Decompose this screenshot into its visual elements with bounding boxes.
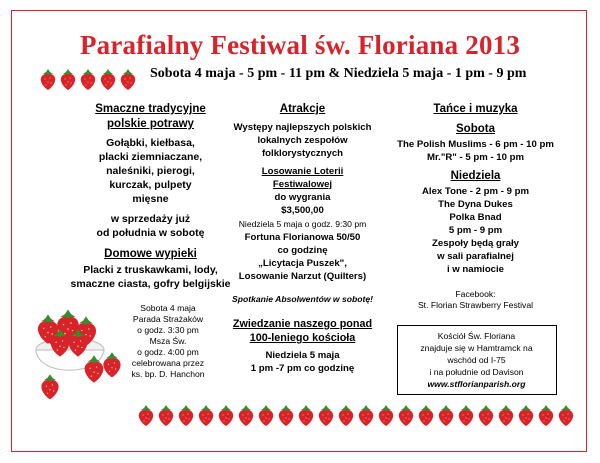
church-website-link[interactable]: www.stflorianparish.org [427,379,526,389]
strawberry-row-bottom-decoration [138,405,588,427]
church-line: wschód od I-75 [447,355,506,365]
strawberry-bowl-illustration [30,305,125,400]
pastry-heading: Domowe wypieki [104,248,197,260]
food-heading-line1: Smaczne tradycyjne [95,103,206,115]
lottery-heading: Losowanie Loterii [261,166,344,177]
sunday-act: Zespoły będą grały [432,238,519,249]
church-line: Kościół Św. Floriana [437,331,516,341]
bands-line: lokalnych zespołów [257,135,348,146]
tour-line: Niedziela 5 maja [265,350,340,361]
lottery-line: do wygrania [274,192,331,203]
lottery-heading: Festiwalowej [272,179,333,190]
schedule-line: ks. bp. D. Hanchon [131,369,205,379]
facebook-label: Facebook: [455,289,496,299]
sunday-act: w sali parafialnej [437,251,514,262]
saturday-act: Mr."R" - 5 pm - 10 pm [426,152,525,163]
sunday-act: The Dyna Dukes [438,199,513,210]
sunday-act: 5 pm - 9 pm [448,225,503,236]
facebook-page: St. Florian Strawberry Festival [417,300,534,310]
food-item: Gołąbki, kiełbasa, [106,137,195,149]
music-heading: Tańce i muzyka [433,103,518,115]
church-location-box [397,325,557,395]
sunday-act: Alex Tone - 2 pm - 9 pm [422,186,529,197]
lottery-time: Niedziela 5 maja o godz. 9:30 pm [238,219,367,229]
fortuna-line: Fortuna Florianowa 50/50 [244,232,361,243]
bands-line: Występy najlepszych polskich [233,122,372,133]
schedule-line: celebrowana przez [131,358,205,368]
food-item: naleśniki, pierogi, [106,165,195,177]
schedule-line: o godz. 3:30 pm [137,325,199,335]
food-item: kurczak, pulpety [109,179,192,191]
food-item: mięsne [132,193,169,205]
fortuna-line: Losowanie Narzut (Quilters) [238,271,367,282]
saturday-act: The Polish Muslims - 6 pm - 10 pm [397,139,554,150]
schedule-line: Parada Strażaków [132,314,204,324]
pastry-line: Placki z truskawkami, lody, [83,264,218,276]
attractions-heading: Atrakcje [279,103,326,115]
festival-dates: Sobota 4 maja - 5 pm - 11 pm & Niedziela 5 maja - 1 pm - 9 pm [150,66,527,81]
alumni-note: Spotkanie Absolwentów w sobotę! [231,294,373,304]
pastry-line: smaczne ciasta, gofry belgijskie [70,278,231,290]
church-line: i na południe od Davison [429,367,524,377]
fortuna-line: „Licytacja Puszek", [258,258,347,269]
schedule-line: Sobota 4 maja [140,303,196,313]
bands-line: folklorystycznych [261,148,344,159]
food-heading-line2: polskie potrawy [107,118,194,130]
schedule-line: o godz. 4:00 pm [137,347,199,357]
sunday-act: Polka Bnad [449,212,502,223]
saturday-heading: Sobota [456,123,495,135]
fortuna-line: co godzinę [277,245,328,256]
festival-title: Parafialny Festiwal św. Floriana 2013 [79,30,521,60]
strawberry-row-left-decoration [40,70,150,90]
sale-line: od południa w sobotę [96,227,205,239]
tour-line: 1 pm -7 pm co godzinę [250,363,355,374]
sunday-act: i w namiocie [446,264,505,275]
sunday-heading: Niedziela [450,170,501,182]
lottery-prize: $3,500,00 [281,205,324,216]
tour-heading: 100-leniego kościoła [249,332,356,344]
food-item: placki ziemniaczane, [98,151,203,163]
tour-heading: Zwiedzanie naszego ponad [232,318,373,330]
schedule-line: Msza Św. [149,336,187,346]
sale-line: w sprzedaży już [110,213,191,225]
church-line: znajduje się w Hamtramck na [420,343,533,353]
